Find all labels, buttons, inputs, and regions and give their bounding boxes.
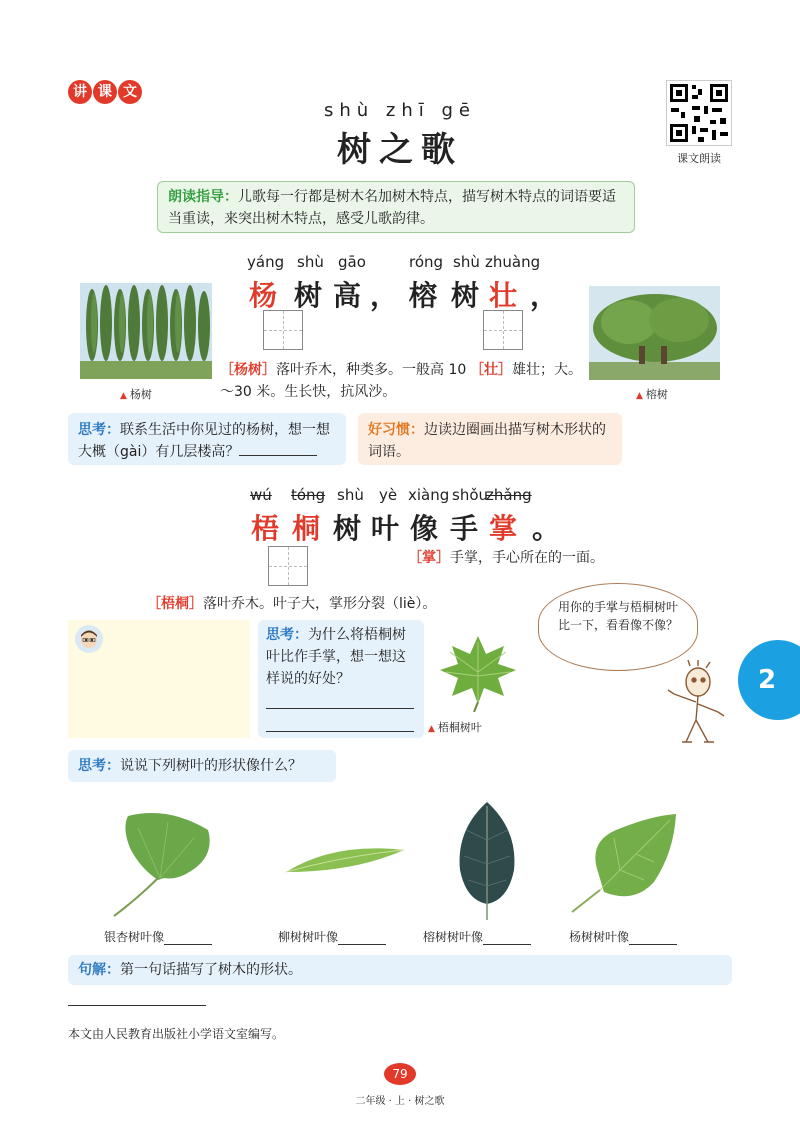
explain-text: 第一句话描写了树木的形状。 [120, 962, 302, 978]
pinyin: shù [453, 253, 480, 271]
definition-text: 落叶乔木，种类多。一般高 10～30 米。生长快，抗风沙。 [220, 362, 467, 400]
verse-char: 叶 [371, 512, 410, 545]
verse-char: 榕 [409, 279, 448, 312]
page-number: 79 [384, 1063, 416, 1085]
pinyin: tóng [291, 486, 326, 504]
banyan-caption: ▲ 榕树 [636, 386, 668, 402]
footnote: 本文由人民教育出版社小学语文室编写。 [68, 1027, 285, 1041]
guide-label: 朗读指导： [168, 189, 238, 205]
answer-blank[interactable] [338, 930, 386, 945]
leaf-prompt-text: 柳树树叶像 [278, 930, 339, 944]
pinyin: gāo [338, 253, 366, 271]
think-label: 思考： [78, 422, 120, 438]
definition-term: ［壮］ [470, 362, 512, 378]
sentence-explanation [68, 955, 732, 985]
ginkgo-leaf-image [108, 808, 220, 920]
poplar-photo [80, 283, 212, 379]
leaf-prompt-ginkgo [104, 928, 212, 945]
wutong-leaf-image [436, 632, 520, 712]
pinyin: shù [297, 253, 324, 271]
pinyin: yè [379, 486, 398, 504]
footnote-divider [68, 1005, 206, 1006]
think-question-poplar [68, 413, 346, 465]
guide-text: 儿歌每一行都是树木名加树木特点，描写树木特点的词语要适当重读，来突出树木特点，感受儿歌韵律。 [168, 189, 616, 227]
chapter-tab[interactable]: 2 [738, 640, 800, 720]
definition-zhuang [470, 359, 590, 381]
answer-blank[interactable] [483, 930, 531, 945]
pinyin: yáng [247, 253, 285, 271]
pinyin: róng [409, 253, 444, 271]
pinyin: shù [337, 486, 364, 504]
page-info: 二年级 · 上 · 树之歌 [355, 1096, 445, 1107]
verse-char: 树 [451, 279, 490, 312]
leaf-prompt-text: 榕树树叶像 [423, 930, 484, 944]
verse-char: 。 [532, 512, 571, 545]
verse-char: ， [370, 279, 409, 312]
answer-blank[interactable] [266, 709, 414, 732]
qr-label: 课文朗读 [677, 152, 721, 165]
poplar-caption: ▲ 杨树 [120, 386, 152, 402]
think-question-leaves [68, 750, 336, 782]
definition-term: ［梧桐］ [147, 596, 203, 612]
verse-char: 桐 [292, 512, 331, 545]
leaf-prompt-banyan [423, 928, 531, 945]
poplar-leaf-image [570, 812, 680, 916]
verse-char: 梧 [251, 512, 290, 545]
definition-wutong [147, 593, 436, 615]
definition-text: 落叶乔木。叶子大，掌形分裂（liè）。 [203, 596, 437, 612]
speech-bubble [538, 583, 698, 671]
answer-blank[interactable] [164, 930, 212, 945]
student-avatar-icon [74, 624, 104, 654]
definition-text: 雄壮；大。 [512, 362, 582, 378]
think-question-wutong [258, 620, 424, 738]
banyan-leaf-image [452, 800, 522, 922]
pinyin: zhuàng [485, 253, 541, 271]
habit-label: 好习惯： [368, 422, 424, 438]
qr-code-icon[interactable] [666, 80, 732, 146]
leaf-prompt-willow [278, 928, 386, 945]
wutong-leaf-caption: ▲ 梧桐树叶 [428, 719, 482, 735]
leaf-prompt-poplar [569, 928, 677, 945]
verse-char: 树 [333, 512, 372, 545]
good-habit-tip [358, 413, 622, 465]
pinyin: xiàng [408, 486, 450, 504]
definition-yangshu [220, 359, 480, 403]
leaf-prompt-text: 银杏树叶像 [104, 930, 165, 944]
banyan-photo [589, 286, 720, 380]
definition-text: 手掌，手心所在的一面。 [450, 550, 604, 566]
think-text: 说说下列树叶的形状像什么？ [120, 758, 302, 774]
badge-char: 课 [93, 80, 117, 104]
cartoon-character-icon [660, 660, 730, 746]
pinyin: shǒu [452, 486, 489, 504]
bubble-text: 用你的手掌与梧桐树叶比一下，看看像不像？ [558, 600, 679, 632]
reading-guide [157, 181, 635, 233]
writing-grid[interactable] [483, 310, 523, 350]
verse-char: 掌 [489, 512, 528, 545]
verse-char: 像 [410, 512, 449, 545]
willow-leaf-image [284, 842, 406, 882]
writing-grid[interactable] [268, 546, 308, 586]
verse-char: 壮 [489, 279, 528, 312]
page-title: 树之歌 [337, 130, 463, 170]
answer-blank[interactable] [629, 930, 677, 945]
explain-label: 句解： [78, 962, 120, 978]
verse-char: 杨 [249, 279, 288, 312]
verse-char: 树 [294, 279, 333, 312]
verse-char: 手 [450, 512, 489, 545]
writing-grid[interactable] [263, 310, 303, 350]
verse-char: ， [530, 279, 569, 312]
title-pinyin: shù zhī gē [324, 100, 476, 121]
think-label: 思考： [78, 758, 120, 774]
definition-term: ［掌］ [408, 550, 450, 566]
think-label: 思考： [266, 627, 308, 643]
leaf-prompt-text: 杨树树叶像 [569, 930, 630, 944]
badge-char: 文 [118, 80, 142, 104]
definition-zhang [408, 547, 604, 569]
habit-text: 边读边圈画出描写树木形状的词语。 [368, 422, 606, 460]
think-text: 为什么将梧桐树叶比作手掌，想一想这样说的好处？ [266, 627, 406, 687]
answer-blank[interactable] [239, 455, 317, 456]
verse-char: 高 [333, 279, 372, 312]
pinyin: zhǎng [486, 486, 532, 504]
think-text: 联系生活中你见过的杨树，想一想大概（gài）有几层楼高？ [78, 422, 330, 460]
pinyin: wú [250, 486, 272, 504]
answer-blank[interactable] [266, 690, 414, 709]
badge-char: 讲 [68, 80, 92, 104]
definition-term: ［杨树］ [220, 362, 276, 378]
